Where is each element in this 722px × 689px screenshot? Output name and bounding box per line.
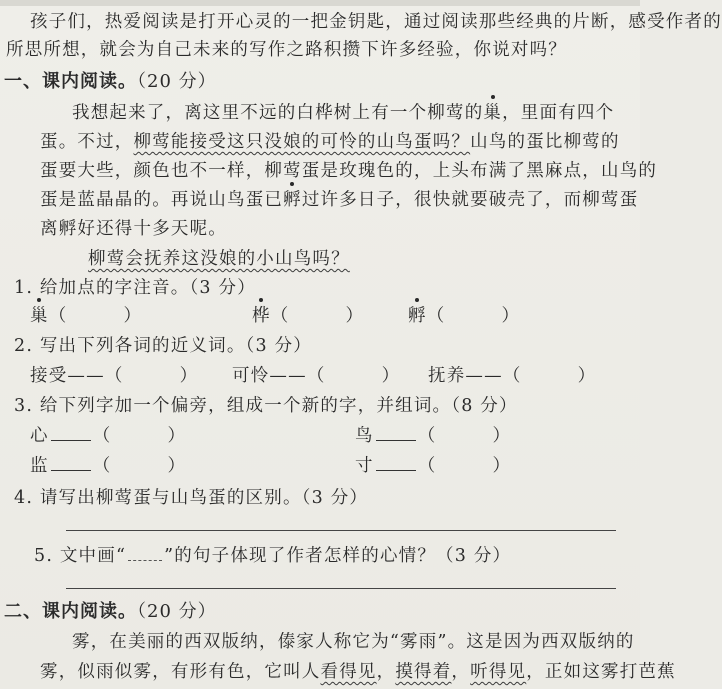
q3-char: 鸟	[355, 426, 374, 446]
answer-blank[interactable]	[376, 456, 416, 471]
q2-word: 接受	[30, 366, 68, 386]
section1-heading	[4, 67, 217, 93]
wavy-mark-sample	[128, 548, 162, 561]
answer-paren[interactable]: （ ）	[92, 426, 187, 446]
question-3: 3. 给下列字加一个偏旁，组成一个新的字，并组词。（8 分）	[14, 396, 518, 416]
answer-paren[interactable]: （ ）	[92, 456, 187, 476]
wavy-sentence-question: 柳莺会抚养这没娘的小山鸟吗？	[88, 249, 350, 269]
passage-line-1	[72, 99, 614, 124]
passage-line-4	[40, 186, 638, 211]
passage-text: 雾，似雨似雾，有形有色，它叫人	[40, 662, 321, 682]
answer-paren[interactable]: （ ）	[426, 306, 521, 326]
passage-text: ，正如这雾打芭蕉	[526, 662, 676, 682]
question-1: 1. 给加点的字注音。（3 分）	[14, 278, 256, 298]
q3-char: 心	[30, 426, 49, 446]
top-edge	[0, 0, 640, 6]
answer-paren[interactable]: （ ）	[417, 456, 512, 476]
answer-paren[interactable]: （ ）	[306, 366, 401, 386]
dotted-char-fu: 孵	[283, 186, 302, 211]
q3-item-3	[30, 452, 186, 477]
section2-heading	[4, 597, 217, 623]
q3-item-1	[30, 422, 186, 447]
q1-item-3	[408, 302, 520, 327]
passage-text: 过许多日子，很快就要破壳了，而柳莺蛋	[301, 190, 639, 210]
section2-score: （20 分）	[137, 601, 217, 622]
passage-text: 蛋。不过，	[40, 132, 134, 152]
wavy-phrase: 摸得着	[395, 662, 452, 682]
section1-score: （20 分）	[137, 71, 217, 92]
question-2: 2. 写出下列各词的近义词。（3 分）	[14, 336, 313, 356]
q1-item-1	[30, 302, 142, 327]
intro-line-1: 孩子们，热爱阅读是打开心灵的一把金钥匙，通过阅读那些经典的片断，感受作者的	[30, 12, 722, 32]
passage-line-6	[88, 245, 350, 270]
q2-item-3	[428, 362, 596, 387]
answer-paren[interactable]: （ ）	[48, 306, 143, 326]
q3-char: 监	[30, 456, 49, 476]
q2-word: 抚养	[428, 366, 466, 386]
answer-line-q4[interactable]	[66, 530, 616, 531]
q2-item-2	[232, 362, 400, 387]
q5-text: 5. 文中画“	[34, 546, 127, 566]
answer-paren[interactable]: （ ）	[502, 366, 597, 386]
answer-blank[interactable]	[51, 426, 91, 441]
question-5	[34, 542, 511, 567]
q1-char: 桦	[252, 302, 271, 327]
q1-char: 孵	[408, 302, 427, 327]
intro-line-2: 所思所想，就会为自己未来的写作之路积攒下许多经验，你说对吗？	[6, 40, 567, 60]
passage-text: 蛋是蓝晶晶的。再说山鸟蛋已	[40, 190, 284, 210]
answer-paren[interactable]: （ ）	[104, 366, 199, 386]
answer-line-q5[interactable]	[66, 588, 616, 589]
q3-item-2	[355, 422, 511, 447]
passage-line-2	[40, 128, 620, 153]
wavy-phrase: 看得见	[320, 662, 377, 682]
q2-dash: ——	[67, 366, 105, 386]
dotted-char-chao: 巢	[483, 99, 502, 124]
passage-text: ，	[376, 662, 396, 682]
q1-char: 巢	[30, 302, 49, 327]
q2-word: 可怜	[232, 366, 270, 386]
section1-title: 一、课内阅读。	[4, 71, 137, 92]
q3-char: 寸	[355, 456, 374, 476]
answer-blank[interactable]	[376, 426, 416, 441]
q1-item-2	[252, 302, 364, 327]
section2-title: 二、课内阅读。	[4, 601, 137, 622]
answer-blank[interactable]	[51, 456, 91, 471]
wavy-sentence: 柳莺能接受这只没娘的可怜的山鸟蛋吗？	[133, 132, 471, 152]
q2-item-1	[30, 362, 198, 387]
answer-paren[interactable]: （ ）	[270, 306, 365, 326]
passage-text: 我想起来了，离这里不远的白桦树上有一个柳莺的	[72, 103, 484, 123]
section2-line-1: 雾，在美丽的西双版纳，傣家人称它为“雾雨”。这是因为西双版纳的	[72, 632, 635, 652]
passage-text: 山鸟的蛋比柳莺的	[470, 132, 620, 152]
question-4: 4. 请写出柳莺蛋与山鸟蛋的区别。（3 分）	[14, 488, 369, 508]
passage-line-5: 离孵好还得十多天呢。	[40, 219, 227, 239]
passage-text: ，	[451, 662, 471, 682]
q3-item-4	[355, 452, 511, 477]
q2-dash: ——	[269, 366, 307, 386]
wavy-phrase: 听得见	[470, 662, 527, 682]
answer-paren[interactable]: （ ）	[417, 426, 512, 446]
q2-dash: ——	[465, 366, 503, 386]
section2-line-2	[40, 658, 676, 683]
passage-text: ，里面有四个	[502, 103, 615, 123]
q5-text: ”的句子体现了作者怎样的心情？（3 分）	[164, 546, 512, 566]
passage-line-3: 蛋要大些，颜色也不一样，柳莺蛋是玫瑰色的，上头布满了黑麻点，山鸟的	[40, 161, 658, 181]
